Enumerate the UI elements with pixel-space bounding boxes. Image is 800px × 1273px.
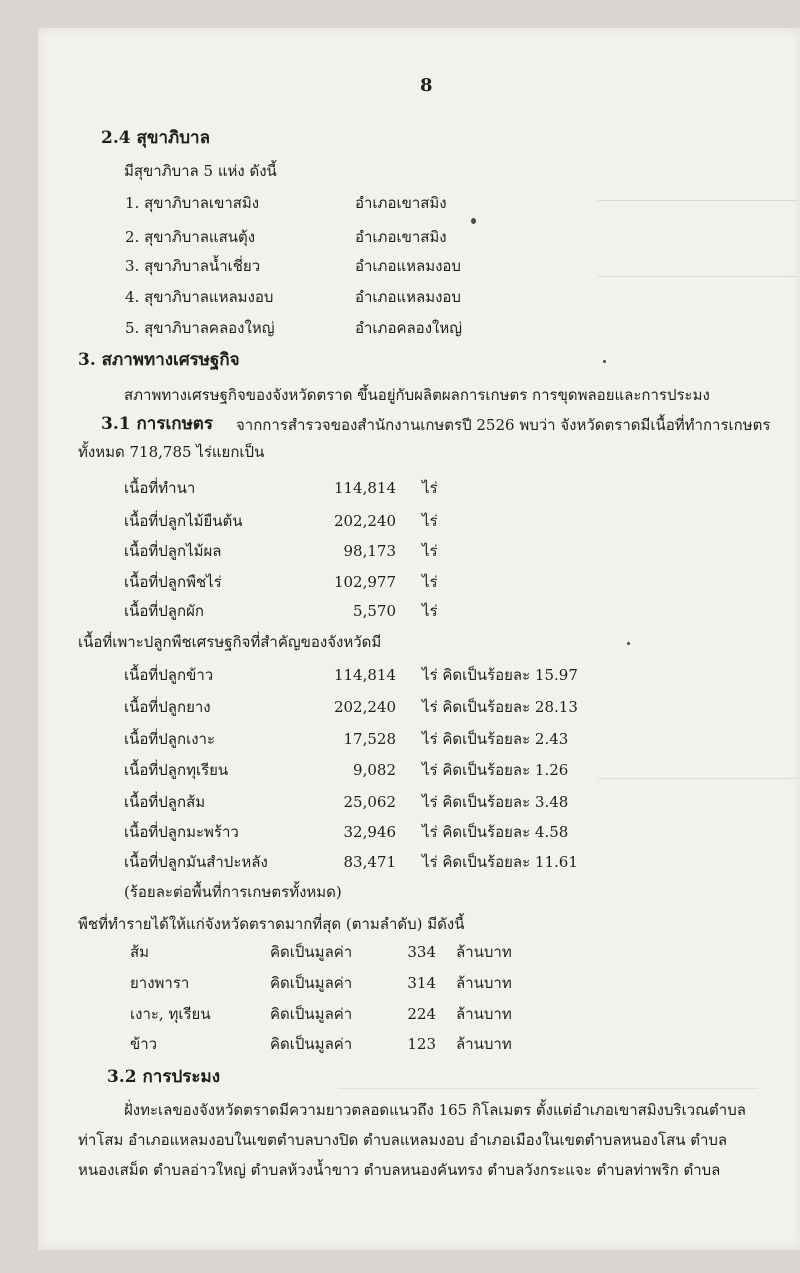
income-crop: ส้ม — [130, 943, 150, 961]
crops-intro: เนื้อที่เพาะปลูกพืชเศรษฐกิจที่สำคัญของจังหวัดมี — [78, 633, 382, 651]
crop-value: 25,062 — [343, 793, 396, 811]
section-3-1-heading: 3.1 การเกษตร — [101, 414, 213, 434]
crop-label: เนื้อที่ปลูกยาง — [124, 698, 211, 716]
list-item: 3. สุขาภิบาลน้ำเชี่ยว — [125, 257, 261, 275]
section-3-heading: 3. สภาพทางเศรษฐกิจ — [78, 350, 240, 370]
land-label: เนื้อที่ปลูกพืชไร่ — [124, 573, 222, 591]
crop-percent: ไร่ คิดเป็นร้อยละ 11.61 — [422, 853, 578, 871]
crop-value: 114,814 — [333, 666, 396, 684]
crop-label: เนื้อที่ปลูกเงาะ — [124, 730, 216, 748]
income-unit: ล้านบาท — [456, 1035, 512, 1053]
land-label: เนื้อที่ปลูกไม้ผล — [124, 542, 222, 560]
crop-percent: ไร่ คิดเป็นร้อยละ 28.13 — [422, 698, 578, 716]
income-crop: ยางพารา — [130, 974, 190, 992]
list-item: 2. สุขาภิบาลแสนตุ้ง — [125, 228, 256, 246]
crop-label: เนื้อที่ปลูกมันสำปะหลัง — [124, 853, 268, 871]
income-phrase: คิดเป็นมูลค่า — [270, 1035, 353, 1053]
land-unit: ไร่ — [422, 602, 438, 620]
list-item-district: อำเภอแหลมงอบ — [355, 257, 461, 275]
income-unit: ล้านบาท — [456, 943, 512, 961]
crop-percent: ไร่ คิดเป็นร้อยละ 1.26 — [422, 761, 569, 779]
land-value: 114,814 — [333, 479, 396, 497]
crop-value: 32,946 — [343, 823, 396, 841]
crop-label: เนื้อที่ปลูกมะพร้าว — [124, 823, 239, 841]
crop-value: 9,082 — [353, 761, 396, 779]
crops-note: (ร้อยละต่อพื้นที่การเกษตรทั้งหมด) — [124, 883, 342, 901]
income-value: 123 — [407, 1035, 436, 1053]
land-value: 202,240 — [333, 512, 396, 530]
crop-label: เนื้อที่ปลูกส้ม — [124, 793, 206, 811]
income-value: 334 — [407, 943, 436, 961]
crop-percent: ไร่ คิดเป็นร้อยละ 15.97 — [422, 666, 578, 684]
section-3-intro: สภาพทางเศรษฐกิจของจังหวัดตราด ขึ้นอยู่กับผลิตผลการเกษตร การขุดพลอยและการประมง — [124, 386, 710, 404]
income-phrase: คิดเป็นมูลค่า — [270, 943, 353, 961]
list-item: 5. สุขาภิบาลคลองใหญ่ — [125, 319, 275, 337]
income-intro: พืชที่ทำรายได้ให้แก่จังหวัดตราดมากที่สุด (ตามลำดับ) มีดังนี้ — [78, 915, 465, 933]
list-item: 1. สุขาภิบาลเขาสมิง — [125, 194, 260, 212]
fishery-paragraph-line: หนองเสม็ด ตำบลอ่าวใหญ่ ตำบลห้วงน้ำขาว ตำบลหนองคันทรง ตำบลวังกระแจะ ตำบลท่าพริก ตำบล — [78, 1161, 721, 1179]
fishery-paragraph-line: ท่าโสม อำเภอแหลมงอบในเขตตำบลบางปิด ตำบลแหลมงอบ อำเภอเมืองในเขตตำบลหนองโสน ตำบล — [78, 1131, 728, 1149]
list-item-district: อำเภอเขาสมิง — [355, 194, 447, 212]
income-phrase: คิดเป็นมูลค่า — [270, 1005, 353, 1023]
list-item-district: อำเภอแหลมงอบ — [355, 288, 461, 306]
income-crop: ข้าว — [130, 1035, 158, 1053]
crop-percent: ไร่ คิดเป็นร้อยละ 3.48 — [422, 793, 569, 811]
land-value: 102,977 — [333, 573, 396, 591]
list-item: 4. สุขาภิบาลแหลมงอบ — [125, 288, 274, 306]
land-label: เนื้อที่ทำนา — [124, 479, 196, 497]
crop-value: 17,528 — [343, 730, 396, 748]
land-value: 5,570 — [353, 602, 396, 620]
list-item-district: อำเภอเขาสมิง — [355, 228, 447, 246]
page-number: 8 — [420, 75, 433, 96]
ink-speck — [627, 642, 630, 645]
ink-speck — [471, 218, 476, 224]
income-unit: ล้านบาท — [456, 1005, 512, 1023]
section-2-4-heading: 2.4 สุขาภิบาล — [101, 128, 210, 148]
crop-value: 83,471 — [343, 853, 396, 871]
crop-label: เนื้อที่ปลูกข้าว — [124, 666, 214, 684]
land-label: เนื้อที่ปลูกผัก — [124, 602, 204, 620]
list-item-district: อำเภอคลองใหญ่ — [355, 319, 463, 337]
section-2-4-intro: มีสุขาภิบาล 5 แห่ง ดังนี้ — [124, 162, 277, 180]
income-unit: ล้านบาท — [456, 974, 512, 992]
land-label: เนื้อที่ปลูกไม้ยืนต้น — [124, 512, 243, 530]
land-unit: ไร่ — [422, 573, 438, 591]
fishery-paragraph-line: ฝั่งทะเลของจังหวัดตราดมีความยาวตลอดแนวถึง 165 กิโลเมตร ตั้งแต่อำเภอเขาสมิงบริเวณตำบล — [124, 1101, 746, 1119]
land-unit: ไร่ — [422, 512, 438, 530]
income-crop: เงาะ, ทุเรียน — [130, 1005, 211, 1023]
land-unit: ไร่ — [422, 542, 438, 560]
land-value: 98,173 — [343, 542, 396, 560]
section-3-2-heading: 3.2 การประมง — [107, 1067, 221, 1087]
land-unit: ไร่ — [422, 479, 438, 497]
crop-value: 202,240 — [333, 698, 396, 716]
ink-speck — [603, 360, 606, 363]
crop-percent: ไร่ คิดเป็นร้อยละ 2.43 — [422, 730, 569, 748]
crop-percent: ไร่ คิดเป็นร้อยละ 4.58 — [422, 823, 569, 841]
section-3-1-line2: ทั้งหมด 718,785 ไร่แยกเป็น — [78, 443, 265, 461]
income-value: 314 — [407, 974, 436, 992]
section-3-1-line1: จากการสำรวจของสำนักงานเกษตรปี 2526 พบว่า จังหวัดตราดมีเนื้อที่ทำการเกษตร — [236, 416, 771, 434]
income-phrase: คิดเป็นมูลค่า — [270, 974, 353, 992]
crop-label: เนื้อที่ปลูกทุเรียน — [124, 761, 229, 779]
income-value: 224 — [407, 1005, 436, 1023]
